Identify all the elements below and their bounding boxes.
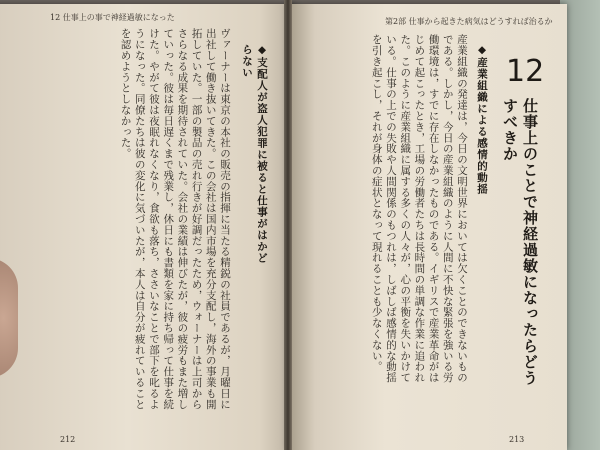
- left-running-head: 12 仕事上の事で神経過敏になった: [50, 13, 175, 22]
- left-page-number: 212: [60, 435, 76, 444]
- chapter-number: 12: [506, 54, 545, 89]
- right-page-number: 213: [509, 435, 525, 444]
- left-page: [0, 4, 296, 450]
- right-running-head: 第2部 仕事から起きた病気はどうすれば治るか: [385, 17, 553, 26]
- left-body-text: ヴァーナーは東京の本社の販売の指揮に当たる精鋭の社員であるが，月曜日に出社して働き抜いてきた。この会社は国内市場を充分支配し，海外の事業も開拓していた。一部の製品の売れ行きが好調だったため，ウォーナーは上司からさらなる成果を期待されていた。会社の業績は伸びたが，彼の疲労もまた増していった。彼は毎日遅くまで残業し，休日にも書類を家に持ち帰って仕事を続けた。やがて彼は夜眠れなくなり，食欲も落ち，ささいなことで部下を叱るようになった。同僚たちは彼の変化に気づいたが，本人は自分が疲れていることを認めようとしなかった。: [119, 28, 231, 410]
- chapter-title: 仕事上のことで神経過敏になったらどうすべきか: [501, 98, 539, 386]
- right-body-text: 産業組織の発達は，今日の文明世界においては欠くことのできないものである。しかし，今日の産業組織のように人間に不快な緊張を強いる労働環境は，すでに存在しなかったものである。イギリスで産業革命がはじめて起こったとき，工場の労働者たちは長時間の単調な作業に追われた。このように産業組織に属する多くの人々が，心の平衡を失いかけている。仕事の上での失敗や人間関係のもつれは，しばしば感情的な動揺を引き起こし，それが身体の症状となって現れることも少なくない。: [370, 34, 468, 383]
- left-section-heading: ◆支配人が盗人犯罪に被ると仕事がはかどらない: [241, 44, 268, 264]
- right-section-heading: ◆産業組織による感情的動揺: [476, 44, 488, 195]
- thumb: [0, 258, 18, 378]
- book-gutter: [284, 0, 292, 450]
